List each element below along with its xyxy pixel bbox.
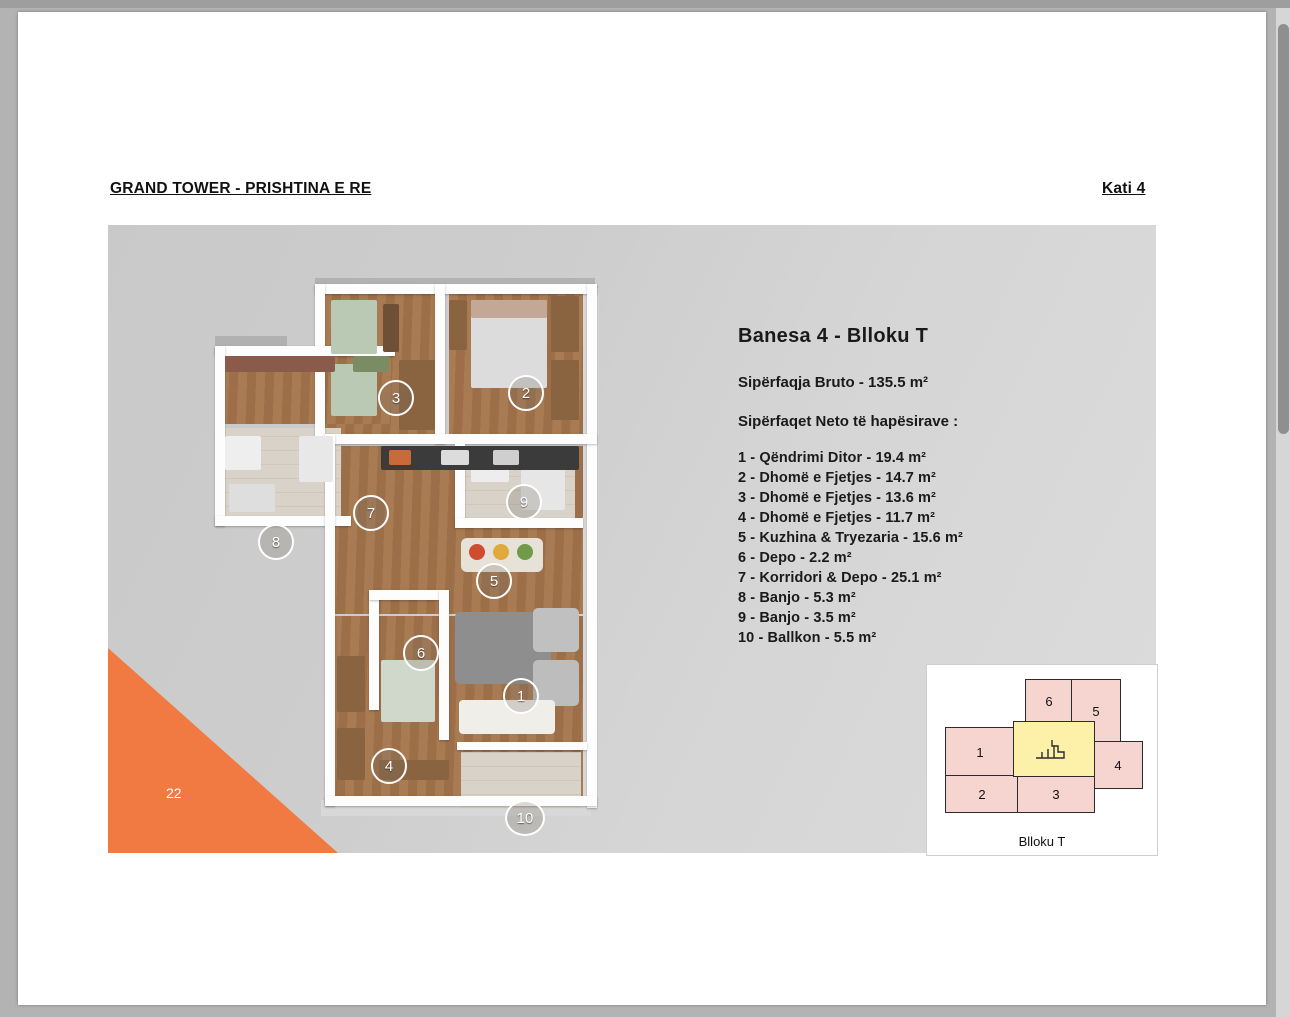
plan-marker-9: 9 bbox=[506, 484, 542, 520]
apartment-info bbox=[738, 325, 1118, 648]
net-areas-heading: Sipërfaqet Neto të hapësirave : bbox=[738, 413, 959, 430]
plan-marker-8: 8 bbox=[258, 524, 294, 560]
list-item: 4 - Dhomë e Fjetjes - 11.7 m² bbox=[738, 510, 936, 526]
list-item: 8 - Banjo - 5.3 m² bbox=[738, 590, 856, 606]
plan-marker-4: 4 bbox=[371, 748, 407, 784]
scrollbar-thumb[interactable] bbox=[1278, 24, 1289, 434]
plan-marker-2: 2 bbox=[508, 375, 544, 411]
list-item: 3 - Dhomë e Fjetjes - 13.6 m² bbox=[738, 490, 936, 506]
list-item: 5 - Kuzhina & Tryezaria - 15.6 m² bbox=[738, 530, 963, 546]
viewer-topbar bbox=[0, 0, 1290, 8]
keymap-unit-6: 6 bbox=[1025, 679, 1073, 723]
key-map bbox=[926, 664, 1158, 856]
page-number: 22 bbox=[166, 785, 182, 801]
plan-marker-10: 10 bbox=[505, 800, 545, 836]
page-title: GRAND TOWER - PRISHTINA E RE bbox=[110, 180, 372, 197]
list-item: 2 - Dhomë e Fjetjes - 14.7 m² bbox=[738, 470, 936, 486]
gross-area: Sipërfaqja Bruto - 135.5 m² bbox=[738, 374, 929, 391]
plan-marker-7: 7 bbox=[353, 495, 389, 531]
keymap-unit-2: 2 bbox=[945, 775, 1019, 813]
apartment-title: Banesa 4 - Blloku T bbox=[738, 325, 929, 347]
plan-marker-5: 5 bbox=[476, 563, 512, 599]
room-area-list bbox=[738, 448, 1118, 648]
keymap-core bbox=[1013, 721, 1095, 777]
keymap-unit-4: 4 bbox=[1093, 741, 1143, 789]
list-item: 7 - Korridori & Depo - 25.1 m² bbox=[738, 570, 942, 586]
keymap-unit-1: 1 bbox=[945, 727, 1015, 777]
vertical-scrollbar[interactable] bbox=[1276, 8, 1290, 1017]
list-item: 9 - Banjo - 3.5 m² bbox=[738, 610, 856, 626]
plan-marker-6: 6 bbox=[403, 635, 439, 671]
keymap-label: Blloku T bbox=[1018, 834, 1066, 849]
list-item: 10 - Ballkon - 5.5 m² bbox=[738, 630, 877, 646]
list-item: 1 - Qëndrimi Ditor - 19.4 m² bbox=[738, 450, 927, 466]
keymap-unit-3: 3 bbox=[1017, 775, 1095, 813]
stairs-icon bbox=[1034, 736, 1074, 762]
document-page bbox=[18, 12, 1266, 1005]
floor-label: Kati 4 bbox=[1102, 180, 1146, 197]
list-item: 6 - Depo - 2.2 m² bbox=[738, 550, 852, 566]
plan-marker-1: 1 bbox=[503, 678, 539, 714]
floorplan-render bbox=[203, 260, 623, 827]
keymap-unit-5: 5 bbox=[1071, 679, 1121, 743]
plan-marker-3: 3 bbox=[378, 380, 414, 416]
